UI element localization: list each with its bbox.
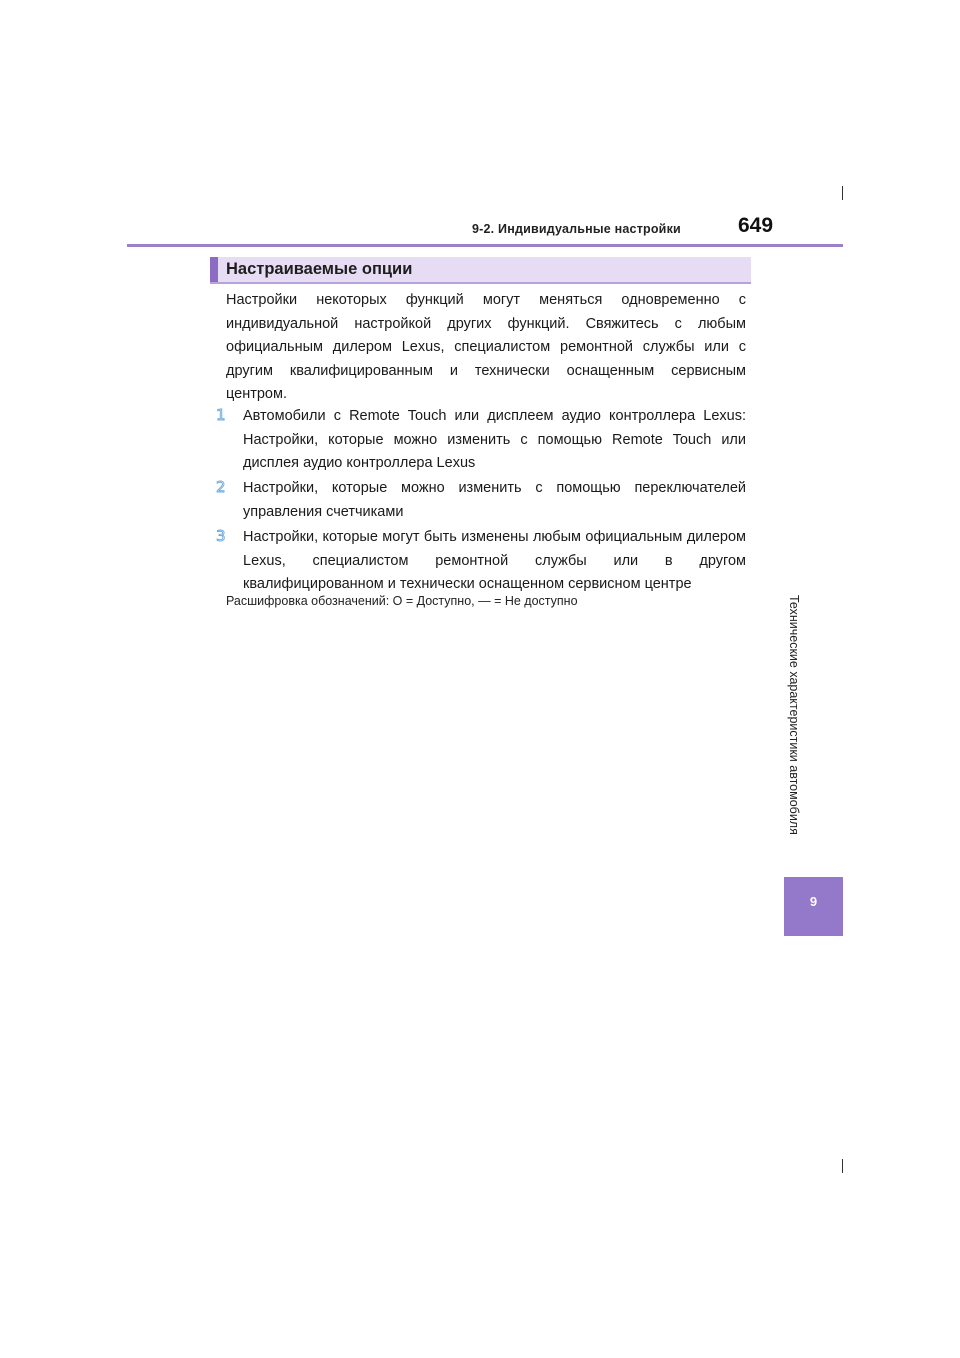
page-number: 649 bbox=[738, 214, 774, 237]
item-number-badge: 3 bbox=[216, 527, 226, 545]
item-text: Настройки, которые могут быть изменены любым официальным дилером Lexus, специалистом ремонтной службы или в другом квалифицированном и технически оснащенном сервисном центре bbox=[243, 529, 746, 592]
item-number-badge: 1 bbox=[216, 406, 226, 424]
section-title-accent bbox=[210, 257, 218, 282]
header-divider bbox=[127, 244, 843, 247]
section-title: Настраиваемые опции bbox=[226, 260, 413, 278]
item-number-badge: 2 bbox=[216, 478, 226, 496]
chapter-side-label bbox=[784, 595, 804, 835]
item-text: Настройки, которые можно изменить с помощью переключателей управления счетчиками bbox=[243, 480, 746, 520]
crop-mark-bottom bbox=[842, 1159, 843, 1173]
intro-paragraph: Настройки некоторых функций могут меняться одновременно с индивидуальной настройкой других функций. Свяжитесь с любым официальным дилером Lexus, специалистом ремонтной службы или с другим квалифицированным и технически оснащенным сервисным центром. bbox=[226, 292, 746, 402]
chapter-side-label-text: Технические характеристики автомобиля bbox=[787, 595, 801, 835]
crop-mark-top bbox=[842, 186, 843, 200]
item-text: Автомобили с Remote Touch или дисплеем аудио контроллера Lexus: Настройки, которые можно изменить с помощью Remote Touch или дисплея аудио контроллера Lexus bbox=[243, 408, 746, 471]
chapter-tab[interactable]: 9 bbox=[784, 877, 843, 936]
section-title-bar bbox=[210, 257, 751, 284]
legend-footnote: Расшифровка обозначений: O = Доступно, — = Не доступно bbox=[226, 594, 578, 608]
section-header: 9-2. Индивидуальные настройки bbox=[472, 222, 681, 236]
